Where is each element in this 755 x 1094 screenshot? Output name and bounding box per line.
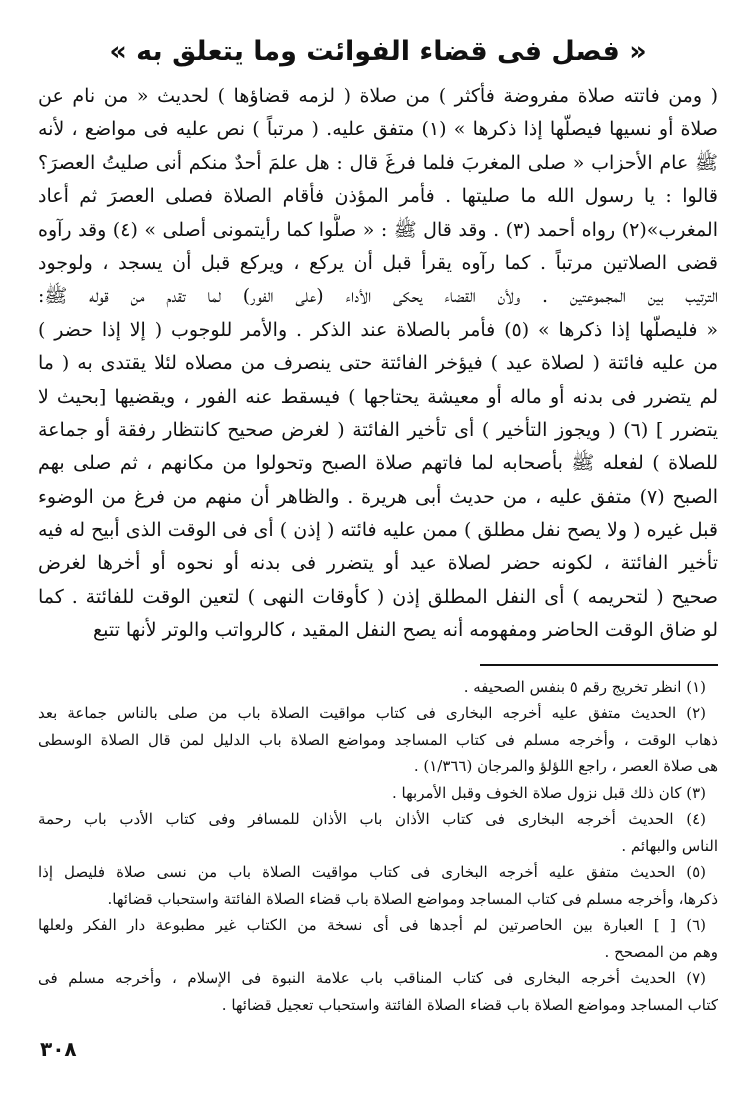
footnote-line: (١) انظر تخريج رقم ٥ بنفس الصحيفه . [463, 677, 706, 696]
footnote-6 [38, 912, 718, 965]
main-text [38, 80, 718, 648]
footnote-line: (٤) الحديث أخرجه البخارى فى كتاب الأذان باب الأذان للمسافر وفى كتاب الأدب باب رحمة [38, 810, 706, 829]
text-line: ( ومن فاتته صلاة مفروضة فأكثر ) من صلاة ( لزمه قضاؤها ) لحديث « من نام عن [38, 85, 718, 107]
footnote-5 [38, 859, 718, 912]
text-line: الصبح (٧) متفق عليه ، من حديث أبى هريرة . والظاهر أن منهم من فرغ من الوضوء [38, 485, 718, 508]
footnote-line: هى صلاة العصر ، راجع اللؤلؤ والمرجان (١/٣٦٦) . [413, 757, 718, 776]
text-line: المغرب»(٢) رواه أحمد (٣) . وقد قال ﷺ : « صلُّوا كما رأيتمونى أصلى » (٤) وقد رآوه [38, 218, 718, 241]
footnote-line: (٧) الحديث أخرجه البخارى فى كتاب المناقب باب علامة النبوة فى الإسلام ، وأخرجه مسلم فى [38, 969, 706, 988]
text-line: تأخير الفائتة ، لكونه حضر لصلاة عيد أو يتضرر فى بدنه أو نحوه أو أخرها لغرض [38, 552, 718, 575]
text-line: لو ضاق الوقت الحاضر ومفهومه أنه يصح النفل المقيد ، كالرواتب والوتر لأنها تتبع [92, 619, 718, 642]
text-line: صحيح ( لتحريمه ) أى النفل المطلق إذن ( كأوقات النهى ) لتعين الوقت للفائتة . كما [38, 585, 718, 608]
text-line: قضى الصلاتين مرتباً . كما رآوه يقرأ قبل أن يركع ، ويركع قبل أن يسجد ، ولوجود [38, 251, 718, 274]
footnotes [38, 674, 718, 1019]
text-line: صلاة أو نسيها فيصلّها إذا ذكرها » (١) متفق عليه. ( مرتباً ) نص عليه فى مواضع ، لأنه [38, 118, 718, 141]
footnote-1 [38, 674, 718, 701]
footnote-line: (٥) الحديث متفق عليه أخرجه البخارى فى كتاب مواقيت الصلاة باب من نسى صلاة فليصل إذا [38, 863, 706, 882]
footnote-2 [38, 700, 718, 780]
footnote-line: (٢) الحديث متفق عليه أخرجه البخارى فى كتاب مواقيت الصلاة باب من صلى بالناس جماعة بعد [38, 704, 706, 723]
footnote-line: ذهاب الوقت ، وأخرجه مسلم فى كتاب المساجد ومواضع الصلاة باب الدليل لمن قال الصلاة الوسطى [38, 730, 718, 749]
text-line: قالوا : يا رسول الله ما صليتها . فأمر المؤذن فأقام الصلاة فصلى العصرَ ثم أعاد [38, 185, 718, 208]
text-line: « فليصلّها إذا ذكرها » (٥) فأمر بالصلاة عند الذكر . والأمر للوجوب ( إلا إذا حضر ) [38, 318, 718, 341]
section-heading: « فصل فى قضاء الفوائت وما يتعلق به » [109, 36, 647, 67]
book-page [38, 30, 718, 1070]
text-line: للصلاة ) لفعله ﷺ بأصحابه لما فاتهم صلاة الصبح وتحولوا من مكانهم ، ثم صلى بهم [38, 452, 718, 475]
text-line: لم يتضرر فى بدنه أو ماله أو معيشة يحتاجها ) فيسقط عنه الفور ، ويقضيها [بحيث لا [38, 385, 718, 408]
footnote-3 [38, 780, 718, 807]
text-line: ﷺ عام الأحزاب « صلى المغربَ فلما فرغَ قال : هل علمَ أحدٌ منكم أنى صليتُ العصرَ؟ [38, 151, 718, 174]
text-line: قبل غيره ( ولا يصح نفل مطلق ) ممن عليه فائته ( إذن ) أى فى الوقت الذى أبيح له فيه [38, 519, 718, 542]
text-line: الترتيب بين المجموعتين . ولأن القضاء يحكى الأداء (على الفور) لما تقدم من قوله ﷺ: [38, 285, 718, 308]
footnote-divider [480, 664, 718, 666]
footnote-line: (٦) [ ] العبارة بين الحاصرتين لم أجدها فى أى نسخة من الكتاب غير مطبوعة دار الفكر ولعلها [38, 916, 706, 935]
page-number: ٣٠٨ [40, 1037, 77, 1061]
footnote-line: (٣) كان ذلك قبل نزول صلاة الخوف وقبل الأمربها . [392, 783, 706, 802]
text-line: يتضرر ] (٦) ( ويجوز التأخير ) أى تأخير الفائتة ( لغرض صحيح كانتظار رفقة أو جماعة [38, 418, 718, 441]
footnote-line: الناس والبهائم . [621, 836, 718, 855]
footnote-4 [38, 806, 718, 859]
footnote-line: وهم من المصحح . [604, 942, 718, 961]
text-line: من عليه فائتة ( لصلاة عيد ) فيؤخر الفائتة حتى ينصرف من مصلاه لئلا يقتدى به ( ما [38, 352, 718, 375]
footnote-line: ذكرها، وأخرجه مسلم فى كتاب المساجد ومواضع الصلاة باب قضاء الصلاة الفائتة واستحباب قضائها. [107, 889, 718, 908]
footnote-line: كتاب المساجد ومواضع الصلاة باب قضاء الصلاة الفائتة واستحباب تعجيل قضائها . [221, 995, 718, 1014]
footnote-7 [38, 965, 718, 1018]
